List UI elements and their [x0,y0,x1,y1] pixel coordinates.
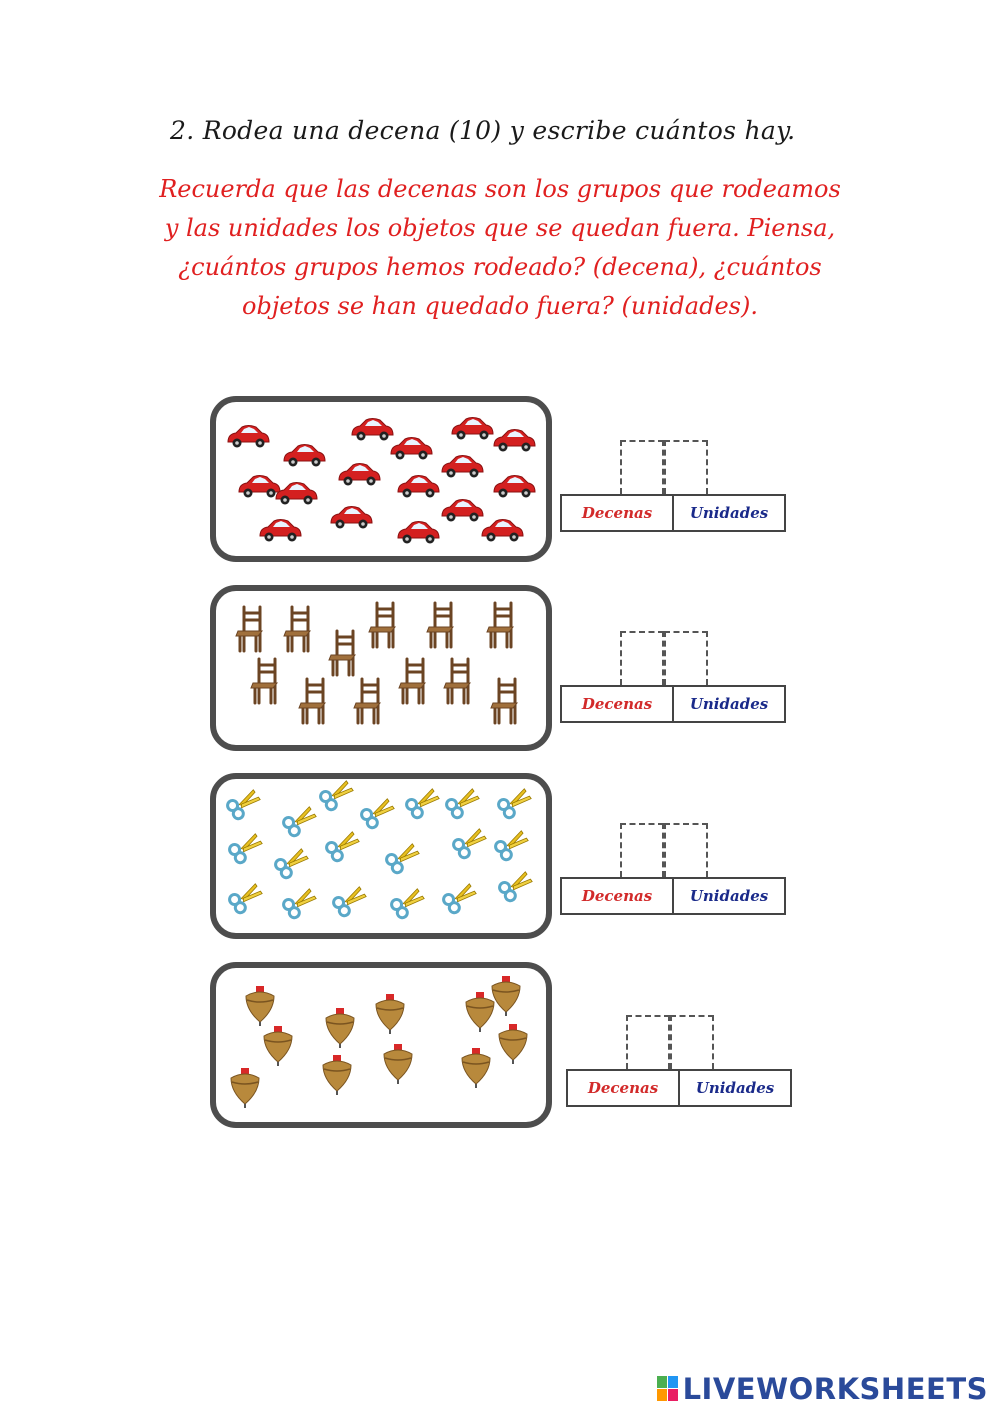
scissors-icon [390,885,427,919]
unidades-answer-field[interactable] [670,1015,714,1069]
wooden-chair-icon [491,679,517,723]
spinning-top-icon [462,1048,490,1088]
scissors-icon [228,880,265,914]
scissors-icon [319,779,356,812]
decenas-label: Decenas [562,687,674,721]
scissors-icon [226,786,263,820]
chairs-illustration [216,591,546,745]
spinning-top-icon [326,1008,354,1048]
red-car-icon [284,445,325,467]
red-car-icon [442,456,483,478]
red-car-icon [276,483,317,505]
scissors-icon [405,785,442,819]
spinning-top-icon [231,1068,259,1108]
red-car-icon [398,476,439,498]
red-car-icon [398,522,439,544]
scissors-icon [228,830,265,864]
red-car-icon [352,419,393,441]
instruction-line: Recuerda que las decenas son los grupos que rodeamos [159,175,841,203]
wooden-chair-icon [399,659,425,703]
red-car-icon [260,520,301,542]
red-car-icon [442,500,483,522]
spinning-top-icon [492,976,520,1016]
scissors-icon [452,825,489,859]
place-value-labels [566,1069,792,1107]
tops-illustration [216,968,546,1122]
decenas-label: Decenas [562,879,674,913]
wooden-chair-icon [427,603,453,647]
decenas-answer-field[interactable] [620,823,664,877]
wooden-chair-icon [354,679,380,723]
unidades-answer-field[interactable] [664,631,708,685]
spinning-top-icon [499,1024,527,1064]
scissors-answer [560,823,788,915]
place-value-labels [560,494,786,532]
red-car-icon [452,418,493,440]
scissors-icon [282,885,319,919]
spinning-top-icon [246,986,274,1026]
scissors-illustration [216,779,546,933]
scissors-icon [442,880,479,914]
spinning-top-icon [466,992,494,1032]
tops-box[interactable] [210,962,552,1128]
scissors-icon [282,803,319,837]
instruction-line: ¿cuántos grupos hemos rodeado? (decena), ¿cuántos [178,253,822,281]
red-car-icon [494,476,535,498]
red-car-icon [239,476,280,498]
scissors-icon [497,785,534,819]
scissors-icon [332,883,369,917]
cars-answer [560,440,788,532]
wooden-chair-icon [299,679,325,723]
decenas-label: Decenas [562,496,674,530]
place-value-labels [560,685,786,723]
wooden-chair-icon [329,631,355,675]
wooden-chair-icon [251,659,277,703]
red-car-icon [482,520,523,542]
chairs-answer [560,631,788,723]
red-car-icon [228,426,269,448]
unidades-answer-field[interactable] [664,823,708,877]
decenas-answer-field[interactable] [620,440,664,494]
place-value-labels [560,877,786,915]
wooden-chair-icon [236,607,262,651]
unidades-label: Unidades [695,1079,775,1097]
instruction-line: objetos se han quedado fuera? (unidades). [242,292,758,320]
cars-illustration [216,402,546,556]
cars-box[interactable] [210,396,552,562]
scissors-icon [385,840,422,874]
wooden-chair-icon [369,603,395,647]
spinning-top-icon [376,994,404,1034]
scissors-icon [360,795,397,829]
scissors-icon [498,868,535,902]
spinning-top-icon [323,1055,351,1095]
spinning-top-icon [384,1044,412,1084]
scissors-box[interactable] [210,773,552,939]
scissors-icon [494,827,531,861]
wooden-chair-icon [444,659,470,703]
scissors-icon [325,828,362,862]
decenas-label: Decenas [568,1071,680,1105]
unidades-label: Unidades [689,887,769,905]
unidades-answer-field[interactable] [664,440,708,494]
liveworksheets-logo-icon [657,1376,679,1402]
red-car-icon [391,438,432,460]
red-car-icon [494,430,535,452]
wooden-chair-icon [284,607,310,651]
scissors-icon [274,845,311,879]
spinning-top-icon [264,1026,292,1066]
brand-name: LIVEWORKSHEETS [682,1372,988,1406]
red-car-icon [339,464,380,486]
chairs-box[interactable] [210,585,552,751]
instruction-line: y las unidades los objetos que se quedan fuera. Piensa, [164,214,836,242]
scissors-icon [445,785,482,819]
unidades-label: Unidades [689,695,769,713]
decenas-answer-field[interactable] [620,631,664,685]
wooden-chair-icon [487,603,513,647]
exercise-title: 2. Rodea una decena (10) y escribe cuántos hay. [170,116,796,145]
liveworksheets-brand [657,1372,988,1406]
tops-answer [566,1015,794,1107]
unidades-label: Unidades [689,504,769,522]
red-car-icon [331,507,372,529]
instructions [130,170,870,326]
decenas-answer-field[interactable] [626,1015,670,1069]
